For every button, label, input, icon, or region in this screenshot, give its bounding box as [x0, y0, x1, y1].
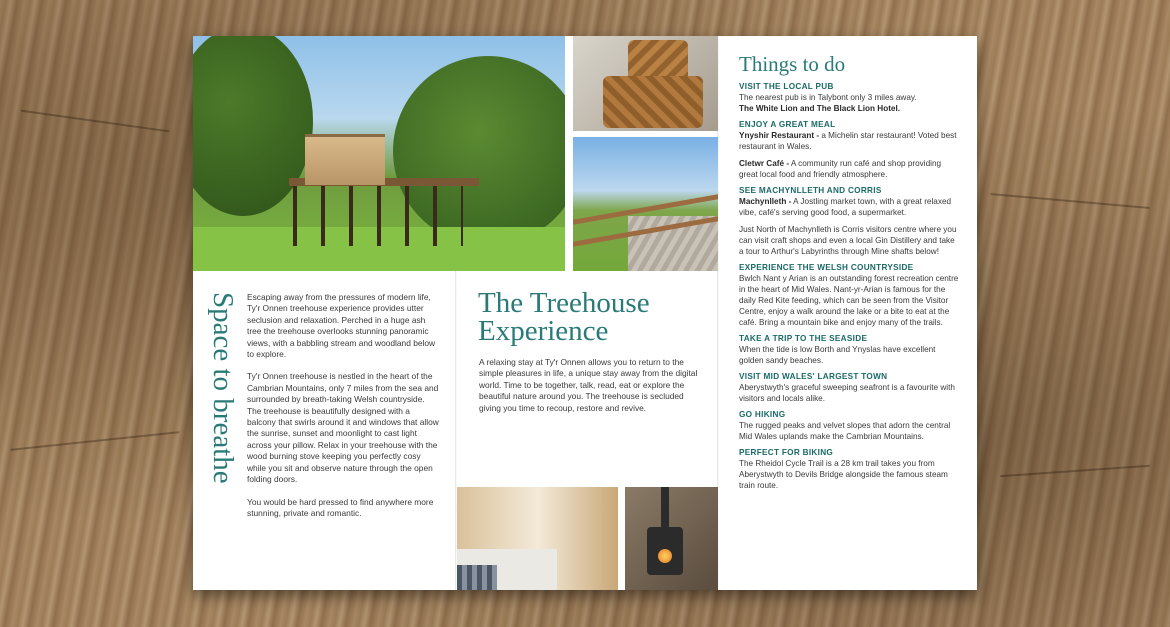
wood-grain — [10, 431, 179, 451]
wood-grain — [21, 110, 170, 133]
section-heading: VISIT MID WALES' LARGEST TOWN — [739, 372, 888, 381]
section-heading: SEE MACHYNLLETH AND CORRIS — [739, 186, 882, 195]
paragraph: Ty'r Onnen treehouse is nestled in the heart of the Cambrian Mountains, only 7 miles from the sea and surrounded by breath-taking Welsh countryside. The treehouse is beautifully designed with a balcony that swirls around it and windows that allow the sunrise, sunset and moonlight to cast light across your pillow. Relax in your treehouse with the wood burning stove keeping you perfectly cosy while you sit and observe nature through the open folding doors. — [247, 371, 439, 485]
section-text: Bwlch Nant y Arian is an outstanding forest recreation centre in the heart of Mid Wales. Nant-yr-Arian is famous for the daily Red Kite feeding, which can be seen from the Visitor Centre, enjoy a walk around the lake or a bite to eat at the café. Bring a mountain bike and enjoy many of the trails. — [739, 274, 959, 327]
section-text: Ynyshir Restaurant - a Michelin star restaurant! Voted best restaurant in Wales. — [739, 131, 957, 151]
paragraph: You would be hard pressed to find anywhere more stunning, private and romantic. — [247, 496, 434, 518]
wood-stove-photo — [625, 487, 718, 590]
things-to-do — [739, 52, 961, 497]
section-text: Cletwr Café - A community run café and shop providing great local food and friendly atmosphere. — [739, 159, 942, 179]
balcony-view-photo — [573, 137, 718, 271]
wood-grain — [990, 193, 1150, 209]
section-text: Aberystwyth's graceful sweeping seafront is a favourite with visitors and locals alike. — [739, 383, 955, 403]
intro-text: A relaxing stay at Ty'r Onnen allows you to return to the simple pleasures in life, a unique stay away from the digital world. Time to be together, talk, read, eat or explore the beautiful nature around you. The treehouse is secluded giving you time to recoup, restore and revive. — [479, 357, 698, 413]
section-heading: VISIT THE LOCAL PUB — [739, 82, 834, 91]
section-text: Machynlleth - A Jostling market town, with a great relaxed vibe, café's serving good food, a supermarket. — [739, 197, 952, 217]
section-heading: TAKE A TRIP TO THE SEASIDE — [739, 334, 868, 343]
section-text: The rugged peaks and velvet slopes that adorn the central Mid Wales uplands make the Cambrian Mountains. — [739, 421, 951, 441]
page-title: The Treehouse Experience — [478, 287, 650, 347]
section-heading: EXPERIENCE THE WELSH COUNTRYSIDE — [739, 263, 914, 272]
section-title: Things to do — [739, 52, 846, 76]
bedroom-photo — [457, 487, 618, 590]
panel1-text — [247, 292, 439, 530]
picnic-basket-photo — [573, 36, 718, 131]
vertical-title: Space to breathe — [207, 292, 239, 484]
section-heading: PERFECT FOR BIKING — [739, 448, 834, 457]
treehouse-photo — [193, 36, 565, 271]
section-heading: GO HIKING — [739, 410, 786, 419]
section-heading: ENJOY A GREAT MEAL — [739, 120, 836, 129]
brochure — [193, 36, 977, 590]
paragraph: Escaping away from the pressures of modern life, Ty'r Onnen treehouse experience provides utter seclusion and relaxation. Perched in a huge ash tree the treehouse overlooks stunning panoramic views, with a babbling stream and woodland below to explore. — [247, 292, 436, 360]
section-text: When the tide is low Borth and Ynyslas have excellent golden sandy beaches. — [739, 345, 936, 365]
section-text: The nearest pub is in Talybont only 3 miles away. The White Lion and The Black Lion Hotel. — [739, 93, 917, 113]
wood-grain — [1000, 465, 1150, 477]
section-text: The Rheidol Cycle Trail is a 28 km trail takes you from Aberystwyth to Devils Bridge alongside the famous steam train route. — [739, 459, 948, 490]
section-text: Just North of Machynlleth is Corris visitors centre where you can visit craft shops and even a local Gin Distillery and take a tour to Arthur's Labyrinths through Mine shafts below! — [739, 225, 957, 256]
